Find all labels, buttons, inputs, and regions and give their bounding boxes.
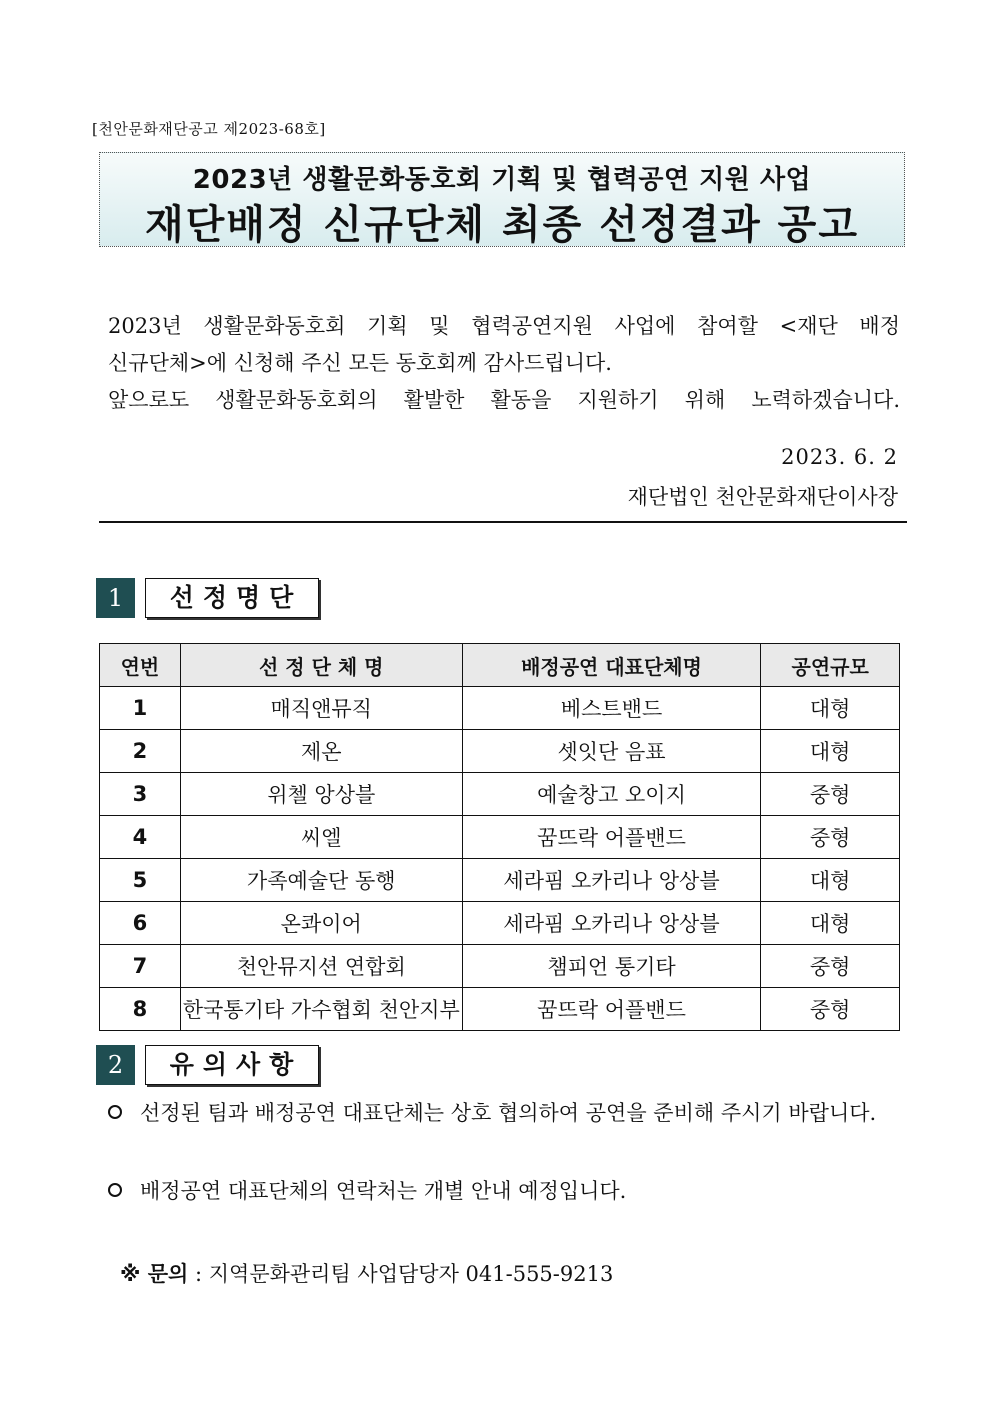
cell-no: 8 [100, 988, 181, 1031]
contact-separator: : [188, 1262, 209, 1286]
cell-no: 7 [100, 945, 181, 988]
cell-no: 2 [100, 730, 181, 773]
selection-table [99, 643, 900, 1031]
intro-line-3: 앞으로도 생활문화동호회의 활발한 활동을 지원하기 위해 노력하겠습니다. [108, 388, 900, 412]
circle-bullet-icon [108, 1105, 122, 1119]
cell-scale: 대형 [761, 859, 900, 902]
table-row [100, 945, 900, 988]
col-header-scale: 공연규모 [761, 644, 900, 687]
table-row [100, 859, 900, 902]
section-2-number: 2 [96, 1045, 135, 1085]
note-item [108, 1094, 900, 1132]
contact-text: 지역문화관리팀 사업담당자 041-555-9213 [208, 1262, 614, 1286]
notice-date: 2023. 6. 2 [781, 445, 898, 469]
cell-no: 5 [100, 859, 181, 902]
table-row [100, 902, 900, 945]
divider [99, 521, 907, 523]
cell-group: 매직앤뮤직 [180, 687, 462, 730]
cell-group: 위첼 앙상블 [180, 773, 462, 816]
cell-lead: 세라핌 오카리나 앙상블 [462, 902, 761, 945]
col-header-no: 연번 [100, 644, 181, 687]
cell-no: 3 [100, 773, 181, 816]
note-text: 배정공연 대표단체의 연락처는 개별 안내 예정입니다. [140, 1179, 627, 1203]
notice-number: [천안문화재단공고 제2023-68호] [92, 120, 326, 138]
contact-label: ※ 문의 [120, 1262, 189, 1286]
note-text: 선정된 팀과 배정공연 대표단체는 상호 협의하여 공연을 준비해 주시기 바랍니다. [140, 1101, 877, 1125]
cell-no: 6 [100, 902, 181, 945]
cell-scale: 중형 [761, 988, 900, 1031]
cell-lead: 꿈뜨락 어플밴드 [462, 816, 761, 859]
table-row [100, 773, 900, 816]
intro-paragraph [108, 308, 900, 419]
cell-no: 4 [100, 816, 181, 859]
section-1-title: 선정명단 [145, 578, 319, 618]
title-line-1: 2023년 생활문화동호회 기획 및 협력공연 지원 사업 [192, 165, 812, 195]
cell-group: 제온 [180, 730, 462, 773]
col-header-group: 선 정 단 체 명 [180, 644, 462, 687]
cell-group: 씨엘 [180, 816, 462, 859]
cell-no: 1 [100, 687, 181, 730]
title-box [99, 152, 905, 247]
circle-bullet-icon [108, 1183, 122, 1197]
table-header-row [100, 644, 900, 687]
col-header-lead: 배정공연 대표단체명 [462, 644, 761, 687]
cell-group: 천안뮤지션 연합회 [180, 945, 462, 988]
cell-group: 한국통기타 가수협회 천안지부 [180, 988, 462, 1031]
cell-lead: 베스트밴드 [462, 687, 761, 730]
cell-scale: 대형 [761, 730, 900, 773]
title-line-2: 재단배정 신규단체 최종 선정결과 공고 [145, 202, 859, 248]
cell-scale: 중형 [761, 773, 900, 816]
cell-lead: 꿈뜨락 어플밴드 [462, 988, 761, 1031]
cell-lead: 챔피언 통기타 [462, 945, 761, 988]
issuer: 재단법인 천안문화재단이사장 [627, 485, 898, 509]
table-row [100, 816, 900, 859]
cell-group: 가족예술단 동행 [180, 859, 462, 902]
cell-lead: 셋잇단 음표 [462, 730, 761, 773]
section-1-number: 1 [96, 578, 135, 618]
section-2-title: 유의사항 [145, 1045, 319, 1085]
cell-group: 온콰이어 [180, 902, 462, 945]
table-row [100, 687, 900, 730]
cell-lead: 세라핌 오카리나 앙상블 [462, 859, 761, 902]
note-item [108, 1172, 900, 1210]
cell-scale: 중형 [761, 816, 900, 859]
table-row [100, 730, 900, 773]
cell-scale: 대형 [761, 902, 900, 945]
contact-line [120, 1258, 613, 1288]
intro-line-2: 신규단체>에 신청해 주신 모든 동호회께 감사드립니다. [108, 351, 612, 375]
table-row [100, 988, 900, 1031]
cell-scale: 대형 [761, 687, 900, 730]
cell-scale: 중형 [761, 945, 900, 988]
intro-line-1: 2023년 생활문화동호회 기획 및 협력공연지원 사업에 참여할 <재단 배정 [108, 314, 900, 338]
cell-lead: 예술창고 오이지 [462, 773, 761, 816]
